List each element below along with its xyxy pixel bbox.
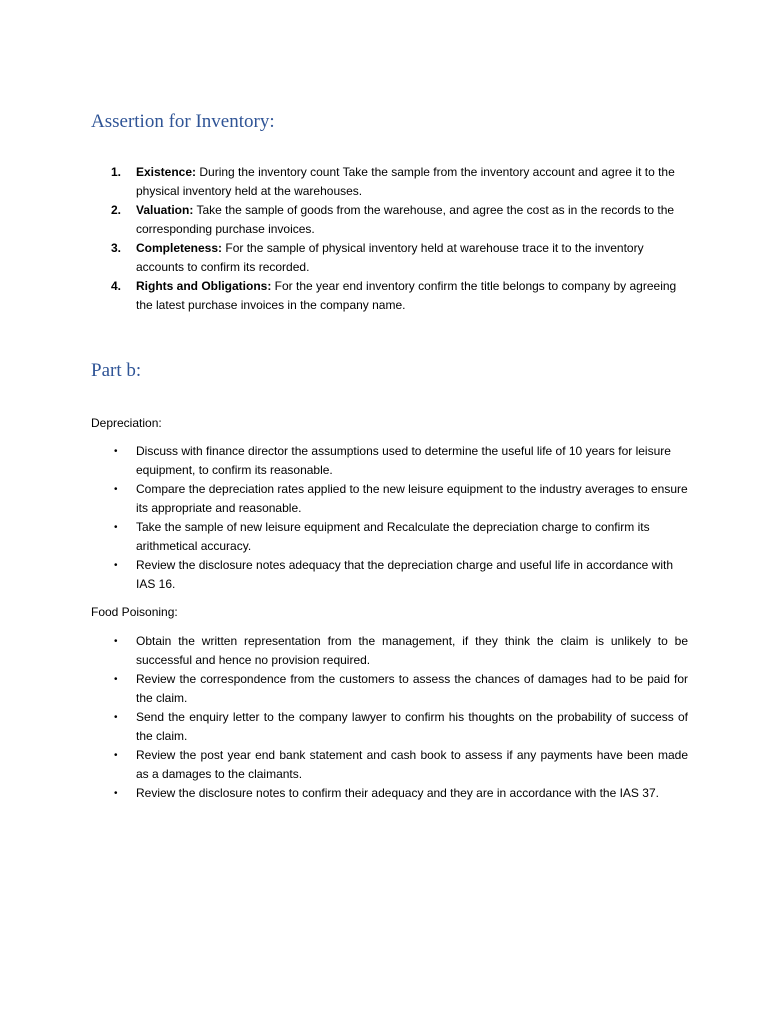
depreciation-text: Review the disclosure notes adequacy that the depreciation charge and useful life in accordance with IAS 16. — [136, 558, 673, 591]
food-poisoning-text: Obtain the written representation from the management, if they think the claim is unlikely to be successful and hence no provision required. — [136, 634, 688, 667]
food-poisoning-item — [0, 784, 768, 803]
item-number: 4. — [111, 279, 122, 293]
depreciation-text: Discuss with finance director the assumptions used to determine the useful life of 10 years for leisure equipment, to confirm its reasonable. — [136, 444, 671, 477]
assertion-text: For the sample of physical inventory held at warehouse trace it to the inventory accounts to confirm its recorded. — [136, 241, 644, 274]
bullet-icon: • — [114, 750, 118, 761]
bullet-icon: • — [114, 522, 118, 533]
assertion-term: Existence: — [136, 165, 197, 179]
assertion-text: Take the sample of goods from the warehouse, and agree the cost as in the records to the corresponding purchase invoices. — [136, 203, 675, 236]
food-poisoning-title: Food Poisoning: — [91, 605, 178, 619]
food-poisoning-item — [0, 632, 768, 670]
assertion-item — [0, 239, 768, 277]
food-poisoning-text: Review the disclosure notes to confirm their adequacy and they are in accordance with the IAS 37. — [136, 786, 659, 800]
assertion-heading: Assertion for Inventory: — [91, 111, 275, 132]
food-poisoning-item — [0, 670, 768, 708]
food-poisoning-text: Review the correspondence from the customers to assess the chances of damages had to be paid for the claim. — [136, 672, 688, 705]
assertion-item — [0, 201, 768, 239]
assertion-item — [0, 277, 768, 315]
bullet-icon: • — [114, 674, 118, 685]
bullet-icon: • — [114, 446, 118, 457]
food-poisoning-list — [0, 632, 768, 803]
depreciation-item — [0, 480, 768, 518]
food-poisoning-text: Send the enquiry letter to the company lawyer to confirm his thoughts on the probability of success of the claim. — [136, 710, 688, 743]
depreciation-title: Depreciation: — [91, 416, 162, 430]
part-b-heading: Part b: — [91, 360, 142, 381]
depreciation-item — [0, 518, 768, 556]
depreciation-text: Compare the depreciation rates applied to the new leisure equipment to the industry averages to ensure its appropriate and reasonable. — [136, 482, 688, 515]
bullet-icon: • — [114, 560, 118, 571]
item-number: 3. — [111, 241, 122, 255]
bullet-icon: • — [114, 712, 118, 723]
bullet-icon: • — [114, 636, 118, 647]
item-number: 2. — [111, 203, 122, 217]
bullet-icon: • — [114, 788, 118, 799]
assertion-term: Completeness: — [136, 241, 223, 255]
depreciation-list — [0, 442, 768, 594]
depreciation-item — [0, 442, 768, 480]
item-number: 1. — [111, 165, 122, 179]
assertion-list — [0, 163, 768, 315]
food-poisoning-text: Review the post year end bank statement and cash book to assess if any payments have been made as a damages to the claimants. — [136, 748, 688, 781]
food-poisoning-item — [0, 708, 768, 746]
assertion-term: Valuation: — [136, 203, 194, 217]
depreciation-item — [0, 556, 768, 594]
assertion-text: For the year end inventory confirm the title belongs to company by agreeing the latest purchase invoices in the company name. — [136, 279, 677, 312]
assertion-text: During the inventory count Take the sample from the inventory account and agree it to the physical inventory held at the warehouses. — [136, 165, 675, 198]
depreciation-text: Take the sample of new leisure equipment and Recalculate the depreciation charge to confirm its arithmetical accuracy. — [136, 520, 650, 553]
assertion-item — [0, 163, 768, 201]
assertion-term: Rights and Obligations: — [136, 279, 272, 293]
bullet-icon: • — [114, 484, 118, 495]
food-poisoning-item — [0, 746, 768, 784]
